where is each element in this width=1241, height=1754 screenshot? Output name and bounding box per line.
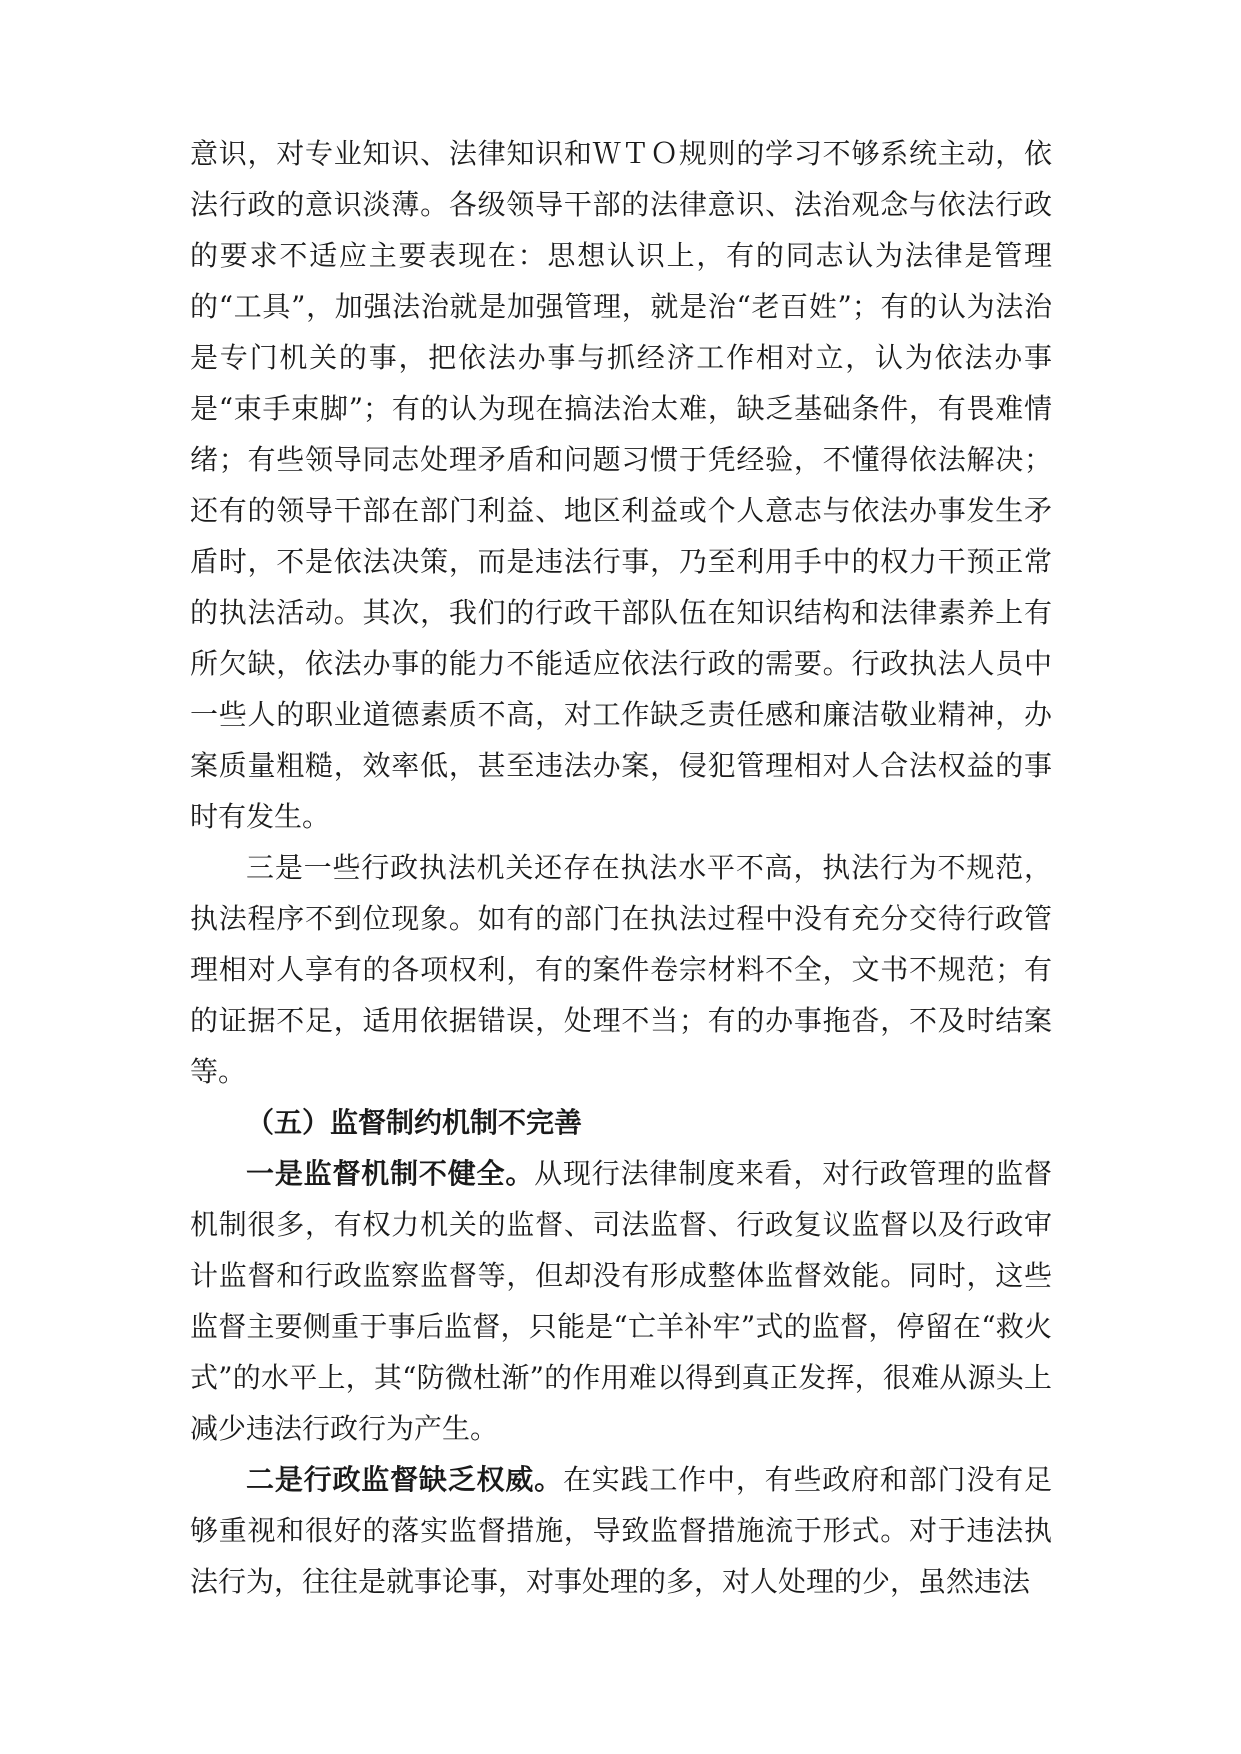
section-heading: （五）监督制约机制不完善 xyxy=(246,1106,583,1139)
paragraph-text: 从现行法律制度来看，对行政管理的监督机制很多，有权力机关的监督、司法监督、行政复议监督以及行政审计监督和行政监察监督等，但却没有形成整体监督效能。同时，这些监督主要侧重于事后监督，只能是“亡羊补牢”式的监督，停留在“救火式”的水平上，其“防微杜渐”的作用难以得到真正发挥，很难从源头上减少违法行政行为产生。 xyxy=(190,1157,1052,1445)
paragraph-supervision-authority xyxy=(190,1454,1052,1607)
paragraph-supervision-mechanism xyxy=(190,1148,1052,1454)
paragraph-continuation xyxy=(190,128,1052,842)
paragraph-text: 意识，对专业知识、法律知识和ＷＴＯ规则的学习不够系统主动，依法行政的意识淡薄。各级领导干部的法律意识、法治观念与依法行政的要求不适应主要表现在：思想认识上，有的同志认为法律是管理的“工具”，加强法治就是加强管理，就是治“老百姓”；有的认为法治是专门机关的事，把依法办事与抓经济工作相对立，认为依法办事是“束手束脚”；有的认为现在搞法治太难，缺乏基础条件，有畏难情绪；有些领导同志处理矛盾和问题习惯于凭经验，不懂得依法解决；还有的领导干部在部门利益、地区利益或个人意志与依法办事发生矛盾时，不是依法决策，而是违法行事，乃至利用手中的权力干预正常的执法活动。其次，我们的行政干部队伍在知识结构和法律素养上有所欠缺，依法办事的能力不能适应依法行政的需要。行政执法人员中一些人的职业道德素质不高，对工作缺乏责任感和廉洁敬业精神，办案质量粗糙，效率低，甚至违法办案，侵犯管理相对人合法权益的事时有发生。 xyxy=(190,137,1052,833)
paragraph-text: 在实践工作中，有些政府和部门没有足够重视和很好的落实监督措施，导致监督措施流于形式。对于违法执法行为，往往是就事论事，对事处理的多，对人处理的少，虽然违法 xyxy=(190,1463,1052,1598)
paragraph-enforcement-level xyxy=(190,842,1052,1097)
document-body xyxy=(190,128,1052,1607)
paragraph-lead: 二是行政监督缺乏权威。 xyxy=(246,1463,563,1496)
paragraph-lead: 一是监督机制不健全。 xyxy=(246,1157,535,1190)
paragraph-text: 三是一些行政执法机关还存在执法水平不高，执法行为不规范，执法程序不到位现象。如有的部门在执法过程中没有充分交待行政管理相对人享有的各项权利，有的案件卷宗材料不全，文书不规范；有的证据不足，适用依据错误，处理不当；有的办事拖沓，不及时结案等。 xyxy=(190,851,1052,1088)
